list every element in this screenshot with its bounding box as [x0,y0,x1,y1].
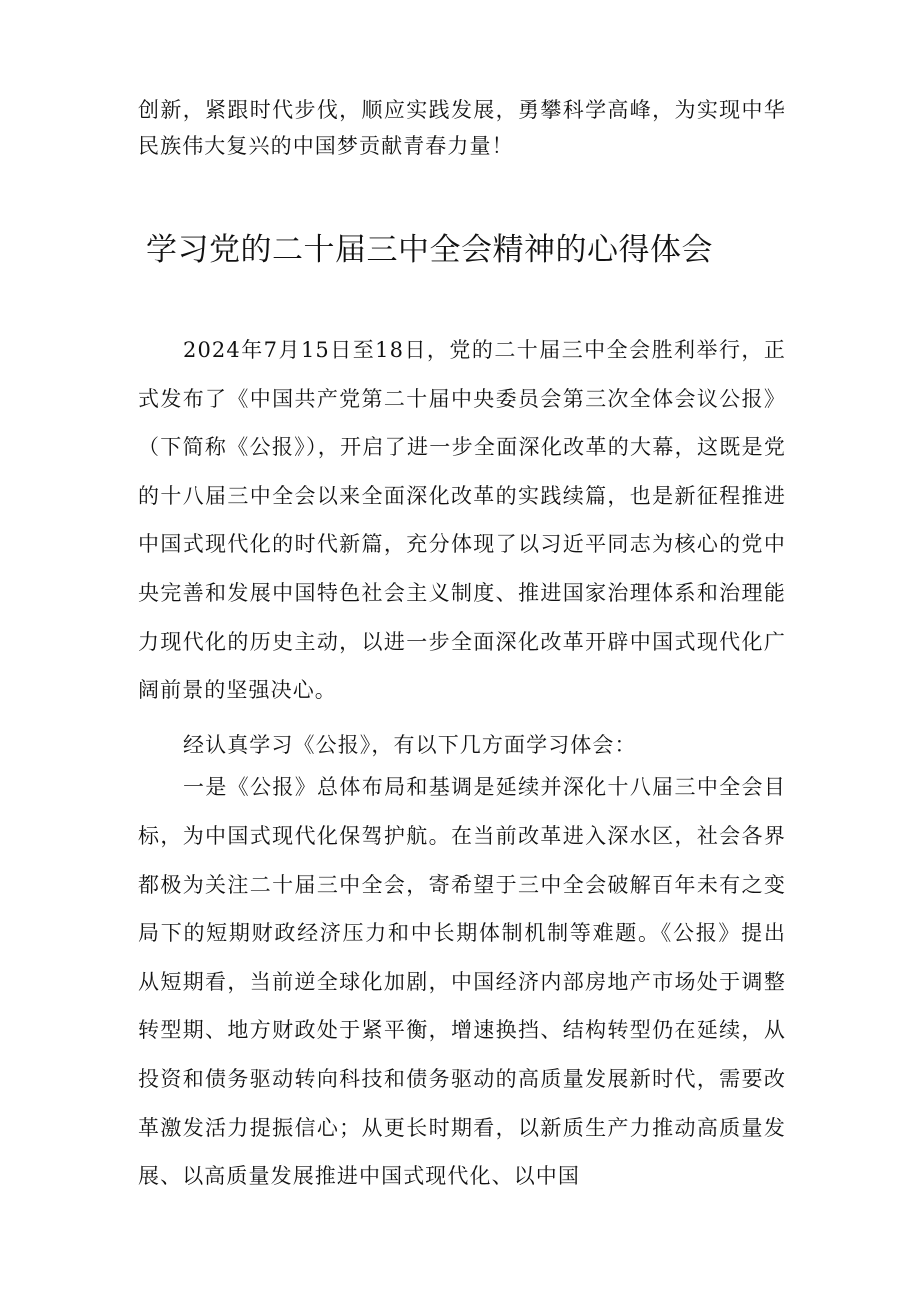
carryover-paragraph: 创新，紧跟时代步伐，顺应实践发展，勇攀科学高峰，为实现中华民族伟大复兴的中国梦贡献青春力量！ [138,98,786,158]
paragraph-point-one: 一是《公报》总体布局和基调是延续并深化十八届三中全会目标，为中国式现代化保驾护航。在当前改革进入深水区，社会各界都极为关注二十届三中全会，寄希望于三中全会破解百年未有之变局下的短期财政经济压力和中长期体制机制等难题。《公报》提出从短期看，当前逆全球化加剧，中国经济内部房地产市场处于调整转型期、地方财政处于紧平衡，增速换挡、结构转型仍在延续，从投资和债务驱动转向科技和债务驱动的高质量发展新时代，需要改革激发活力提振信心；从更长时期看，以新质生产力推动高质量发展、以高质量发展推进中国式现代化、以中国 [138,775,786,1189]
paragraph-opening: 2024年7月15日至18日，党的二十届三中全会胜利举行，正式发布了《中国共产党第二十届中央委员会第三次全体会议公报》（下简称《公报》），开启了进一步全面深化改革的大幕，这既是党的十八届三中全会以来全面深化改革的实践续篇，也是新征程推进中国式现代化的时代新篇，充分体现了以习近平同志为核心的党中央完善和发展中国特色社会主义制度、推进国家治理体系和治理能力现代化的历史主动，以进一步全面深化改革开辟中国式现代化广阔前景的坚强决心。 [138,338,786,703]
article-body [138,326,786,1201]
paragraph-study-intro: 经认真学习《公报》，有以下几方面学习体会： [183,732,637,757]
article-title: 学习党的二十届三中全会精神的心得体会 [146,232,713,268]
